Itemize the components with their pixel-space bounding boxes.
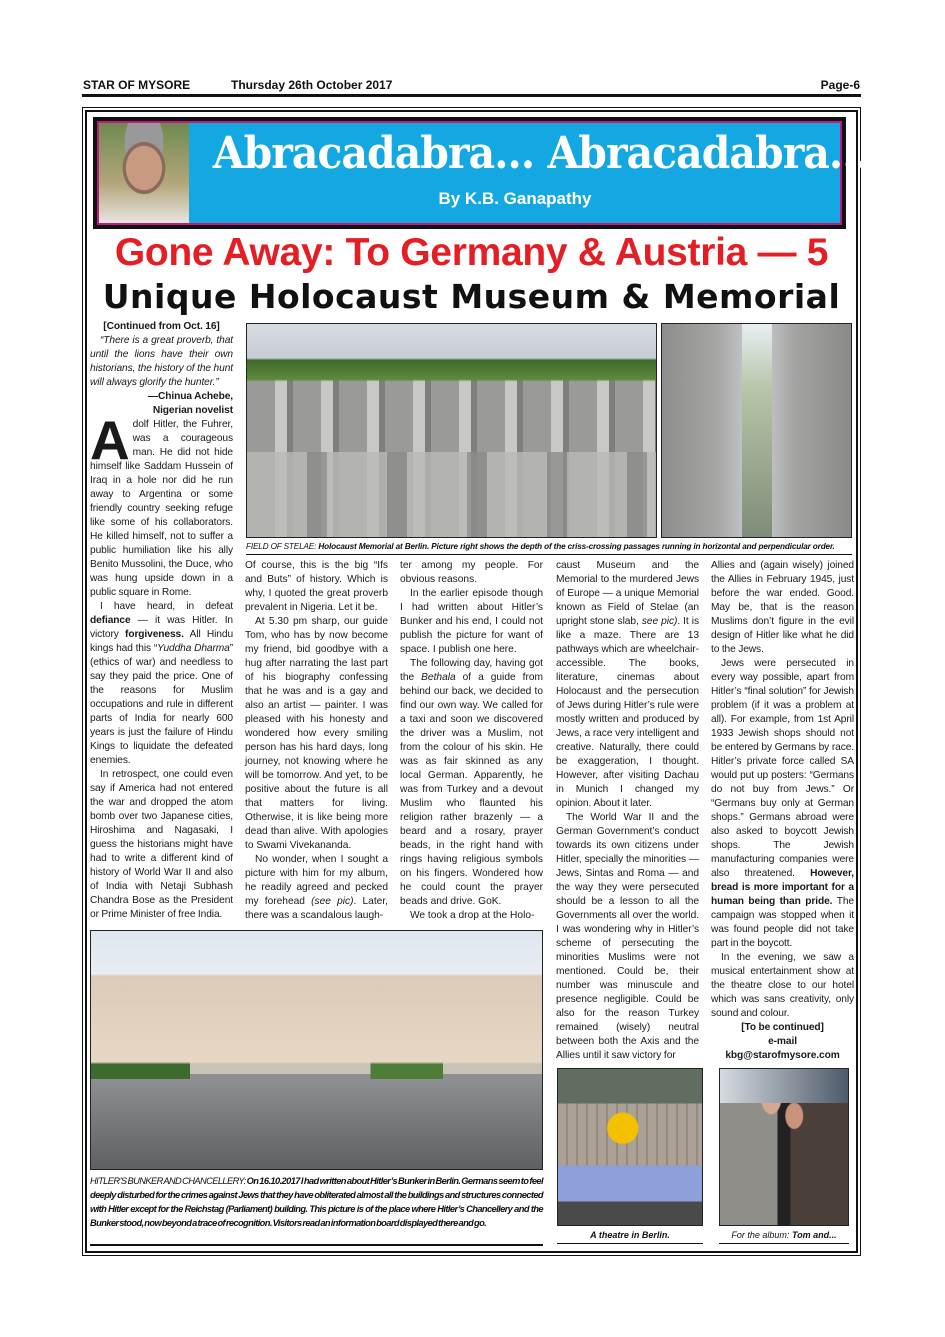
article-paragraph (711, 657, 854, 951)
caption-bunker (90, 1174, 543, 1230)
text-run: forgiveness. (125, 629, 184, 640)
column-body (711, 559, 854, 1021)
article-column-4 (556, 559, 699, 1063)
caption-label: FIELD OF STELAE: (246, 542, 317, 551)
caption-field-of-stelae (246, 541, 852, 552)
text-run: caust Museum and the Memorial to the murdered Jews of Europe — a unique Memorial known as Field of Stelae (an upright stone slab, (556, 560, 699, 627)
photo-field-of-stelae (246, 323, 657, 538)
caption-tom (719, 1229, 849, 1241)
email-label: e-mail (768, 1036, 797, 1047)
article-paragraph (556, 559, 699, 811)
author-photo (99, 123, 189, 223)
article-column-1 (90, 320, 233, 922)
continued-note: [Continued from Oct. 16] (103, 321, 220, 332)
text-run: All Hindu kings had this “ (90, 629, 234, 654)
photo-author-with-tom (719, 1068, 849, 1226)
text-run: — it was Hitler. In victory (90, 615, 233, 640)
article-paragraph (400, 909, 543, 923)
photo-stelae-passage (661, 323, 852, 538)
text-run: We took a drop at the Holo- (410, 910, 535, 921)
text-run: (see pic) (311, 896, 354, 907)
photo-theatre-berlin (557, 1068, 703, 1226)
text-run: In retrospect, one could even say if America had not entered the war and dropped the atom bomb over two Japanese cities, Hiroshima and Nagasaki, I guess the historians might have had to write a different kind of history of World War II and also of India with Netaji Subhash Chandra Bose as the President or Prime Minister of free India. (90, 769, 233, 920)
text-run: of a guide from behind our back, we decided to find our own way. We called for a taxi and soon we discovered the driver was a Muslim, not from the colour of his skin. He was as fair skinned as any local German. Apparently, he was from Turkey and a devout Muslim who flaunted his religion rather brazenly — a beard and a rosary, prayer beads, in the right hand with rings having religious symbols on his fingers. Wondered how he could count the prayer beads and drive. GoK. (400, 672, 543, 907)
headline: Gone Away: To Germany & Austria — 5 (114, 231, 829, 274)
author-email[interactable]: kbg@starofmysore.com (725, 1050, 840, 1061)
column-body (90, 600, 233, 922)
article-column-2 (245, 559, 388, 923)
article-paragraph (400, 587, 543, 657)
caption-label: For the album: (731, 1230, 790, 1240)
caption-rule (557, 1243, 703, 1244)
text-run: Yuddha Dharma (157, 643, 230, 654)
article-paragraph (245, 559, 388, 615)
text-run: see pic) (641, 616, 678, 627)
text-run: However, bread is more important for a human being than pride. (711, 868, 854, 907)
article-paragraph (711, 559, 854, 657)
text-run: In the evening, we saw a musical entertainment show at the theatre close to our hotel which was sans creativity, only sound and colour. (711, 952, 854, 1019)
caption-rule (246, 554, 852, 555)
text-run: The campaign was stopped when it was found people did not take part in the boycott. (711, 896, 854, 949)
text-run: Jews were persecuted in every way possible, apart from Hitler’s “final solution” for Jewish problem (if it was a problem at all). For example, from 1st April 1933 Jewish shops should not be entered by Germans by race. Hitler’s private force called SA would put up posters: “Germans do not buy from Jews.” Or “Germans buy only at German shops.” Germans abroad were also asked to boycott Jewish shops. The Jewish manufacturing companies were also threatened. (711, 658, 854, 879)
caption-rule (719, 1243, 849, 1244)
article-paragraph (90, 768, 233, 922)
article-paragraph (400, 657, 543, 909)
column-title: Abracadabra... Abracadabra... (212, 128, 869, 179)
text-run: Bethala (421, 672, 456, 683)
newspaper-name: STAR OF MYSORE (83, 78, 191, 92)
caption-theatre: A theatre in Berlin. (590, 1230, 670, 1240)
caption-rule (90, 1244, 543, 1246)
text-run: Of course, this is the big “Ifs and Buts” of history. Which is why, I quoted the great proverb prevalent in Nigeria. Let it be. (245, 560, 388, 613)
caption-text: Tom and... (791, 1230, 837, 1240)
text-run: In the earlier episode though I had written about Hitler’s Bunker and his end, I could not publish the picture for want of space. I publish one here. (400, 588, 543, 655)
to-be-continued: [To be continued] (741, 1022, 824, 1033)
text-run: ter among my people. For obvious reasons. (400, 560, 543, 585)
article-paragraph (400, 559, 543, 587)
lead-text: dolf Hitler, the Fuhrer, was a courageous man. He did not hide himself like Saddam Hussein of Iraq in a hole nor did he run away to Argentina or some friendly country seeking refuge like some of his collaborators. He killed himself, not to suffer a public humiliation like his ally Benito Mussolini, the Duce, who was hung upside down in a public square in Rome. (90, 419, 233, 598)
article-paragraph (711, 951, 854, 1021)
photo-hitler-bunker-site (90, 930, 543, 1170)
caption-text: On 16.10.2017 I had written about Hitler’s Bunker in Berlin. Germans seem to feel deeply disturbed for the crimes against Jews that they have obliterated almost all the buildings and structures connected with Hitler except for the Reichstag (Parliament) building. This picture is of the place where Hitler’s Chancellery and the Bunker stood, now beyond a trace of recognition. Visitors read an information board displayed there and go. (90, 1176, 543, 1228)
text-run: . Later, there was a scandalous laugh- (245, 896, 388, 921)
text-run: At 5.30 pm sharp, our guide Tom, who has by now become my friend, bid goodbye with a hug after narrating the last part of his biography confessing that he was and is a gay and also an artist — painter. I was pleased with his honesty and wondered how every smiling person has his hard days, long journey, not knowing where he will be tomorrow. And yet, to be positive about the future is all that matters for living. Otherwise, it is like being more dead than alive. With apologies to Swami Vivekananda. (245, 616, 388, 851)
issue-date: Thursday 26th October 2017 (231, 78, 393, 92)
article-paragraph (245, 615, 388, 853)
header-rule (82, 94, 861, 97)
subheadline: Unique Holocaust Museum & Memorial (102, 277, 841, 316)
text-run: . It is like a maze. There are 13 pathways which are wheelchair-accessible. The books, literature, cinemas about Holocaust and the persecution of Jews during Hitler’s rule were mostly written and produced by Jews, a race very intelligent and creative. Naturally, there could be exaggeration, I thought. However, after visiting Dachau in Munich I changed my opinion. About it later. (556, 616, 699, 809)
epigraph-attribution: —Chinua Achebe, (147, 391, 233, 402)
text-run: ” (ethics of war) and needless to say they paid the price. One of the reasons for Muslim occupations and rule in different parts of India for nearly 600 years is just the failure of Hindu Kings to liquidate the defeated enemies. (90, 643, 233, 766)
article-column-3 (400, 559, 543, 923)
text-run: No wonder, when I sought a picture with him for my album, he readily agreed and pecked my forehead (245, 854, 388, 907)
text-run: Allies and (again wisely) joined the Allies in February 1945, just before the war ended. Good. May be, that is the reason Muslims don’t figure in the evil design of Hitler like what he did to the Jews. (711, 560, 854, 655)
byline: By K.B. Ganapathy (438, 189, 592, 208)
text-run: The following day, having got the (400, 658, 543, 683)
page-number: Page-6 (820, 78, 860, 92)
caption-label: HITLER’S BUNKER AND CHANCELLERY: (90, 1176, 246, 1186)
drop-cap: A (90, 409, 130, 471)
text-run: I have heard, in defeat (100, 601, 233, 612)
article-paragraph (90, 600, 233, 768)
text-run: defiance (90, 615, 131, 626)
text-run: The World War II and the German Government’s conduct towards its own citizens under Hitler, specially the minorities — Jews, Sintas and Roma — and the way they were persecuted should be a lesson to all the Governments all over the world. I was wondering why in Hitler’s scheme of persecuting the minorities Muslims were not mentioned. Could be, their number was minuscule and presence negligible. Could be also for the reason Turkey remained (wisely) neutral between both the Axis and the Allies until it saw victory for (556, 812, 699, 1061)
article-paragraph (556, 811, 699, 1063)
epigraph-attribution-role: Nigerian novelist (152, 405, 233, 416)
caption-text: Holocaust Memorial at Berlin. Picture right shows the depth of the criss-crossing passages running in horizontal and perpendicular order. (318, 542, 835, 551)
epigraph-quote: “There is a great proverb, that until the lions have their own historians, the history of the hunt will always glorify the hunter.” (90, 335, 233, 388)
article-column-5 (711, 559, 854, 1063)
article-paragraph (245, 853, 388, 923)
